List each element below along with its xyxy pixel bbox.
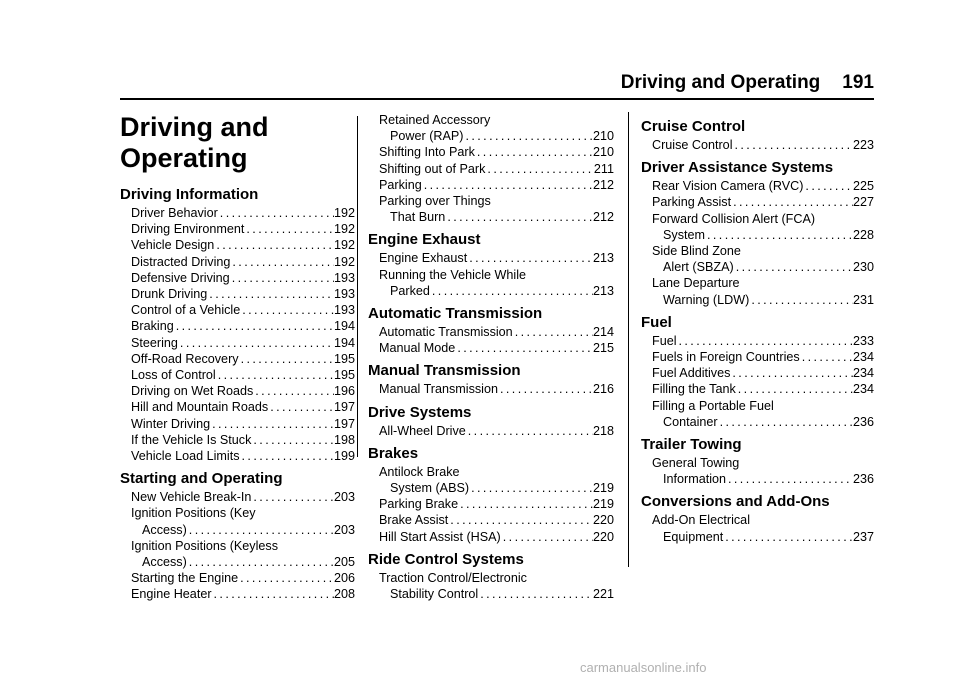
section-heading: Automatic Transmission (368, 305, 543, 323)
dot-leader (230, 270, 334, 286)
toc-entry-title-line1: Retained Accessory (379, 113, 491, 127)
dot-leader (187, 522, 334, 538)
toc-entry-title-line1: General Towing (652, 456, 740, 471)
toc-entry-title: Engine Heater (131, 587, 212, 602)
toc-entry (368, 161, 614, 177)
toc-entry (641, 455, 874, 487)
dot-leader (718, 414, 853, 430)
toc-entry-page: 192 (333, 206, 355, 220)
toc-entry-page: 228 (852, 227, 874, 242)
toc-entry-title: System (ABS) (390, 481, 470, 496)
dot-leader (178, 335, 334, 351)
toc-entry (120, 448, 355, 464)
dot-leader (445, 209, 593, 225)
section-heading: Drive Systems (368, 403, 472, 421)
toc-entry-page: 236 (852, 414, 874, 429)
toc-entry (641, 398, 874, 430)
toc-entry (641, 381, 874, 397)
section-heading: Driving Information (120, 186, 259, 203)
toc-entry-page: 197 (333, 416, 355, 431)
dot-leader (251, 432, 334, 448)
toc-entry-page: 192 (333, 238, 355, 253)
toc-entry-title: Driver Behavior (131, 206, 218, 220)
toc-entry-title-line1: Ignition Positions (Keyless (131, 538, 278, 553)
dot-leader (726, 471, 853, 487)
section-heading: Driver Assistance Systems (641, 159, 834, 177)
toc-entry (120, 383, 355, 399)
toc-entry-line2 (652, 414, 874, 430)
toc-entry-page: 234 (852, 366, 874, 381)
toc-entry-line2 (379, 128, 614, 144)
toc-entry-page: 234 (852, 350, 874, 365)
toc-entry-title: Driving on Wet Roads (131, 384, 254, 399)
running-header (120, 72, 874, 94)
toc-entry-title: Loss of Control (131, 368, 216, 383)
dot-leader (485, 161, 594, 177)
toc-entry-title: Warning (LDW) (663, 292, 750, 307)
toc-entry (120, 538, 355, 570)
toc-entry (368, 324, 614, 340)
toc-entry-title: Hill and Mountain Roads (131, 400, 269, 415)
toc-section (368, 551, 614, 602)
section-heading: Conversions and Add-Ons (641, 493, 830, 511)
toc-entry-title: Steering (131, 335, 178, 350)
toc-entry-title: Filling the Tank (652, 382, 736, 397)
dot-leader (240, 448, 334, 464)
toc-entry (120, 302, 355, 318)
dot-leader (677, 333, 853, 349)
toc-entry-title: Alert (SBZA) (663, 260, 734, 275)
toc-entry (120, 205, 355, 221)
toc-entry (368, 570, 614, 602)
dot-leader (251, 489, 334, 505)
toc-entry-line2 (652, 292, 874, 308)
toc-entry-title: Automatic Transmission (379, 325, 513, 340)
toc-entry (120, 570, 355, 586)
toc-entry-title: Winter Driving (131, 416, 211, 431)
dot-leader (448, 512, 593, 528)
toc-section (641, 314, 874, 430)
toc-entry-title: Brake Assist (379, 513, 449, 528)
toc-entry-page: 213 (592, 251, 614, 266)
dot-leader (430, 283, 593, 299)
dot-leader (238, 570, 334, 586)
toc-entry-title: Cruise Control (652, 138, 733, 152)
dot-leader (187, 554, 334, 570)
toc-entry-page: 194 (333, 335, 355, 350)
toc-entry (120, 432, 355, 448)
toc-entry-page: 208 (333, 587, 355, 602)
toc-entry-title: Starting the Engine (131, 571, 239, 586)
toc-entry-line2 (652, 227, 874, 243)
toc-entry-title-line1: Parking over Things (379, 194, 491, 209)
toc-entry-title-line1: Running the Vehicle While (379, 267, 527, 282)
toc-entry-title: Control of a Vehicle (131, 303, 241, 318)
dot-leader (736, 381, 853, 397)
section-heading: Starting and Operating (120, 470, 283, 488)
toc-entry (120, 286, 355, 302)
toc-entry-page: 234 (852, 382, 874, 397)
toc-entry-page: 230 (852, 260, 874, 275)
toc-entry-title: Stability Control (390, 587, 479, 602)
toc-section (120, 470, 355, 602)
dot-leader (469, 480, 593, 496)
toc-entry-title: Parking Assist (652, 195, 732, 210)
dot-leader (733, 137, 853, 153)
chapter-title: Driving and Operating (120, 112, 269, 173)
toc-entry (120, 505, 355, 537)
toc-entry (120, 318, 355, 334)
toc-entry-title: Parking Brake (379, 497, 459, 512)
toc-entry-title: Power (RAP) (390, 129, 464, 144)
toc-entry-page: 216 (592, 382, 614, 397)
dot-leader (734, 259, 853, 275)
dot-leader (210, 416, 334, 432)
toc-section (120, 186, 355, 464)
toc-entry-line2 (379, 283, 614, 299)
dot-leader (467, 250, 593, 266)
dot-leader (501, 529, 593, 545)
toc-entry-title: Braking (131, 319, 174, 334)
toc-entry-title-line1: Add-On Electrical (652, 513, 750, 528)
toc-entry (368, 496, 614, 512)
toc-entry-page: 215 (592, 341, 614, 356)
toc-entry-title: Rear Vision Camera (RVC) (652, 179, 804, 194)
toc-entry (641, 211, 874, 243)
toc-entry-title: Fuels in Foreign Countries (652, 350, 800, 365)
toc-entry-title-line1: Lane Departure (652, 276, 740, 291)
toc-entry-page: 203 (333, 490, 355, 505)
toc-entry-title: Defensive Driving (131, 270, 230, 285)
section-heading: Trailer Towing (641, 436, 742, 454)
toc-entry (641, 365, 874, 381)
dot-leader (723, 529, 853, 545)
toc-entry-page: 210 (592, 145, 614, 160)
toc-entry-title: Equipment (663, 529, 724, 544)
toc-entry-page: 197 (333, 400, 355, 415)
toc-entry-page: 220 (592, 513, 614, 528)
dot-leader (466, 423, 593, 439)
dot-leader (749, 292, 853, 308)
toc-entry-title-line1: Ignition Positions (Key (131, 506, 256, 521)
section-heading: Fuel (641, 313, 672, 331)
toc-entry-title: Access) (142, 555, 187, 570)
dot-leader (478, 586, 593, 602)
toc-entry-page: 195 (333, 368, 355, 383)
toc-entry-page: 218 (592, 423, 614, 438)
toc-entry-line2 (652, 471, 874, 487)
toc-entry (120, 254, 355, 270)
toc-entry (120, 335, 355, 351)
toc-entry-title: Manual Mode (379, 341, 456, 356)
section-heading: Manual Transmission (368, 362, 521, 380)
toc-entry-line2 (652, 529, 874, 545)
toc-entry-title: Access) (142, 522, 187, 537)
toc-entry-page: 225 (852, 179, 874, 194)
dot-leader (253, 383, 334, 399)
toc-entry-page: 193 (333, 303, 355, 318)
toc-entry-page: 219 (592, 497, 614, 512)
toc-entry-title: Vehicle Load Limits (131, 449, 240, 464)
header-rule (120, 98, 874, 100)
toc-entry (368, 340, 614, 356)
toc-entry (641, 349, 874, 365)
toc-entry-line2 (379, 480, 614, 496)
toc-entry-title-line1: Side Blind Zone (652, 244, 741, 259)
toc-entry-page: 231 (852, 292, 874, 307)
toc-entry-page: 206 (333, 571, 355, 586)
toc-entry-title: Engine Exhaust (379, 251, 468, 266)
toc-entry-title: Information (663, 472, 726, 487)
toc-entry-title: Shifting Into Park (379, 145, 475, 160)
toc-entry-line2 (379, 209, 614, 225)
toc-entry-page: 211 (593, 161, 614, 176)
dot-leader (244, 221, 334, 237)
toc-entry-title-line1: Traction Control/Electronic (379, 570, 527, 585)
toc-entry-title-line1: Forward Collision Alert (FCA) (652, 211, 816, 226)
toc-entry-page: 220 (592, 529, 614, 544)
toc-entry-page: 210 (592, 129, 614, 144)
toc-entry (368, 250, 614, 266)
toc-entry-line2 (131, 554, 355, 570)
toc-section (641, 118, 874, 153)
dot-leader (230, 254, 334, 270)
watermark: carmanualsonline.info (580, 660, 707, 675)
toc-entry-page: 219 (592, 481, 614, 496)
toc-entry (368, 267, 614, 299)
toc-entry (368, 529, 614, 545)
section-heading: Cruise Control (641, 118, 746, 135)
dot-leader (475, 144, 593, 160)
toc-entry (120, 237, 355, 253)
column-divider-1 (357, 116, 358, 457)
toc-entry-page: 203 (333, 522, 355, 537)
toc-entry (120, 221, 355, 237)
toc-entry-page: 223 (852, 138, 874, 152)
toc-section (368, 305, 614, 356)
toc-entry (120, 399, 355, 415)
toc-entry (641, 275, 874, 307)
toc-entry (368, 144, 614, 160)
toc-entry (368, 177, 614, 193)
toc-entry-page: 236 (852, 472, 874, 487)
toc-entry-page: 193 (333, 270, 355, 285)
toc-entry-title: Shifting out of Park (379, 161, 486, 176)
toc-entry (368, 423, 614, 439)
toc-entry (641, 137, 874, 153)
dot-leader (705, 227, 853, 243)
dot-leader (239, 351, 334, 367)
toc-column-3 (641, 112, 874, 545)
toc-entry-title: Driving Environment (131, 222, 245, 237)
header-title: Driving and Operating (620, 72, 821, 93)
toc-entry (368, 112, 614, 144)
toc-entry-title: All-Wheel Drive (379, 423, 466, 438)
toc-entry-title: Parked (390, 283, 430, 298)
dot-leader (463, 128, 593, 144)
toc-entry-title: Parking (379, 177, 422, 192)
toc-column-2 (368, 112, 614, 602)
dot-leader (455, 340, 593, 356)
toc-entry-page: 205 (333, 555, 355, 570)
toc-entry (120, 416, 355, 432)
toc-entry-page: 193 (333, 287, 355, 302)
toc-entry-title: System (663, 227, 705, 242)
toc-section (368, 231, 614, 299)
toc-entry-title: Container (663, 414, 718, 429)
toc-entry (641, 512, 874, 544)
toc-entry (368, 381, 614, 397)
toc-section (368, 404, 614, 439)
toc-entry (120, 586, 355, 602)
toc-entry-title: Fuel Additives (652, 366, 731, 381)
toc-entry-page: 212 (592, 210, 614, 225)
toc-entry-title: Manual Transmission (379, 382, 498, 397)
dot-leader (498, 381, 593, 397)
toc-entry-title-line1: Antilock Brake (379, 464, 460, 479)
toc-entry (120, 351, 355, 367)
toc-entry (641, 243, 874, 275)
toc-entry (120, 270, 355, 286)
dot-leader (240, 302, 334, 318)
toc-entry-page: 227 (852, 195, 874, 210)
toc-entry-page: 192 (333, 254, 355, 269)
toc-entry-title: Fuel (652, 333, 677, 348)
toc-entry (641, 178, 874, 194)
toc-entry-line2 (131, 522, 355, 538)
toc-entry-page: 233 (852, 333, 874, 348)
toc-section (641, 436, 874, 487)
toc-entry-page: 213 (592, 283, 614, 298)
dot-leader (212, 586, 334, 602)
toc-entry-page: 196 (333, 384, 355, 399)
section-heading: Ride Control Systems (368, 550, 524, 568)
toc-entry-title: Distracted Driving (131, 254, 231, 269)
toc-entries-continued (368, 112, 614, 225)
toc-entry (120, 367, 355, 383)
dot-leader (218, 205, 334, 221)
toc-entry-page: 194 (333, 319, 355, 334)
toc-entry (368, 193, 614, 225)
dot-leader (268, 399, 334, 415)
dot-leader (803, 178, 853, 194)
toc-entry-title: Vehicle Design (131, 238, 215, 253)
toc-entry-page: 214 (592, 325, 614, 340)
dot-leader (731, 194, 853, 210)
toc-entry (368, 464, 614, 496)
dot-leader (216, 367, 334, 383)
toc-section (641, 493, 874, 544)
toc-section (368, 362, 614, 397)
toc-entry-line2 (379, 586, 614, 602)
toc-entry (641, 194, 874, 210)
toc-entry-line2 (652, 259, 874, 275)
section-heading: Engine Exhaust (368, 231, 481, 249)
toc-entry-title: Hill Start Assist (HSA) (379, 529, 501, 544)
dot-leader (207, 286, 334, 302)
dot-leader (513, 324, 593, 340)
toc-column-1 (120, 112, 355, 603)
toc-entry (120, 489, 355, 505)
page-number: 191 (842, 72, 874, 93)
dot-leader (422, 177, 593, 193)
toc-entry-page: 198 (333, 432, 355, 447)
toc-entry (641, 333, 874, 349)
dot-leader (730, 365, 853, 381)
toc-entry-title: New Vehicle Break-In (131, 490, 252, 505)
dot-leader (800, 349, 853, 365)
toc-entry-title: That Burn (390, 210, 446, 225)
toc-entry-title: Drunk Driving (131, 287, 208, 302)
column-divider-2 (628, 112, 629, 567)
toc-entry-page: 199 (333, 449, 355, 464)
toc-entry (368, 512, 614, 528)
toc-entry-page: 237 (852, 529, 874, 544)
dot-leader (458, 496, 593, 512)
toc-entry-title: If the Vehicle Is Stuck (131, 432, 252, 447)
dot-leader (214, 237, 334, 253)
toc-entry-page: 212 (592, 177, 614, 192)
section-heading: Brakes (368, 444, 419, 462)
toc-entry-page: 192 (333, 222, 355, 237)
toc-entry-title-line1: Filling a Portable Fuel (652, 398, 774, 413)
toc-entry-title: Off-Road Recovery (131, 351, 239, 366)
toc-section (641, 159, 874, 308)
toc-entry-page: 195 (333, 351, 355, 366)
dot-leader (174, 318, 334, 334)
toc-section (368, 445, 614, 545)
toc-entry-page: 221 (592, 587, 614, 602)
